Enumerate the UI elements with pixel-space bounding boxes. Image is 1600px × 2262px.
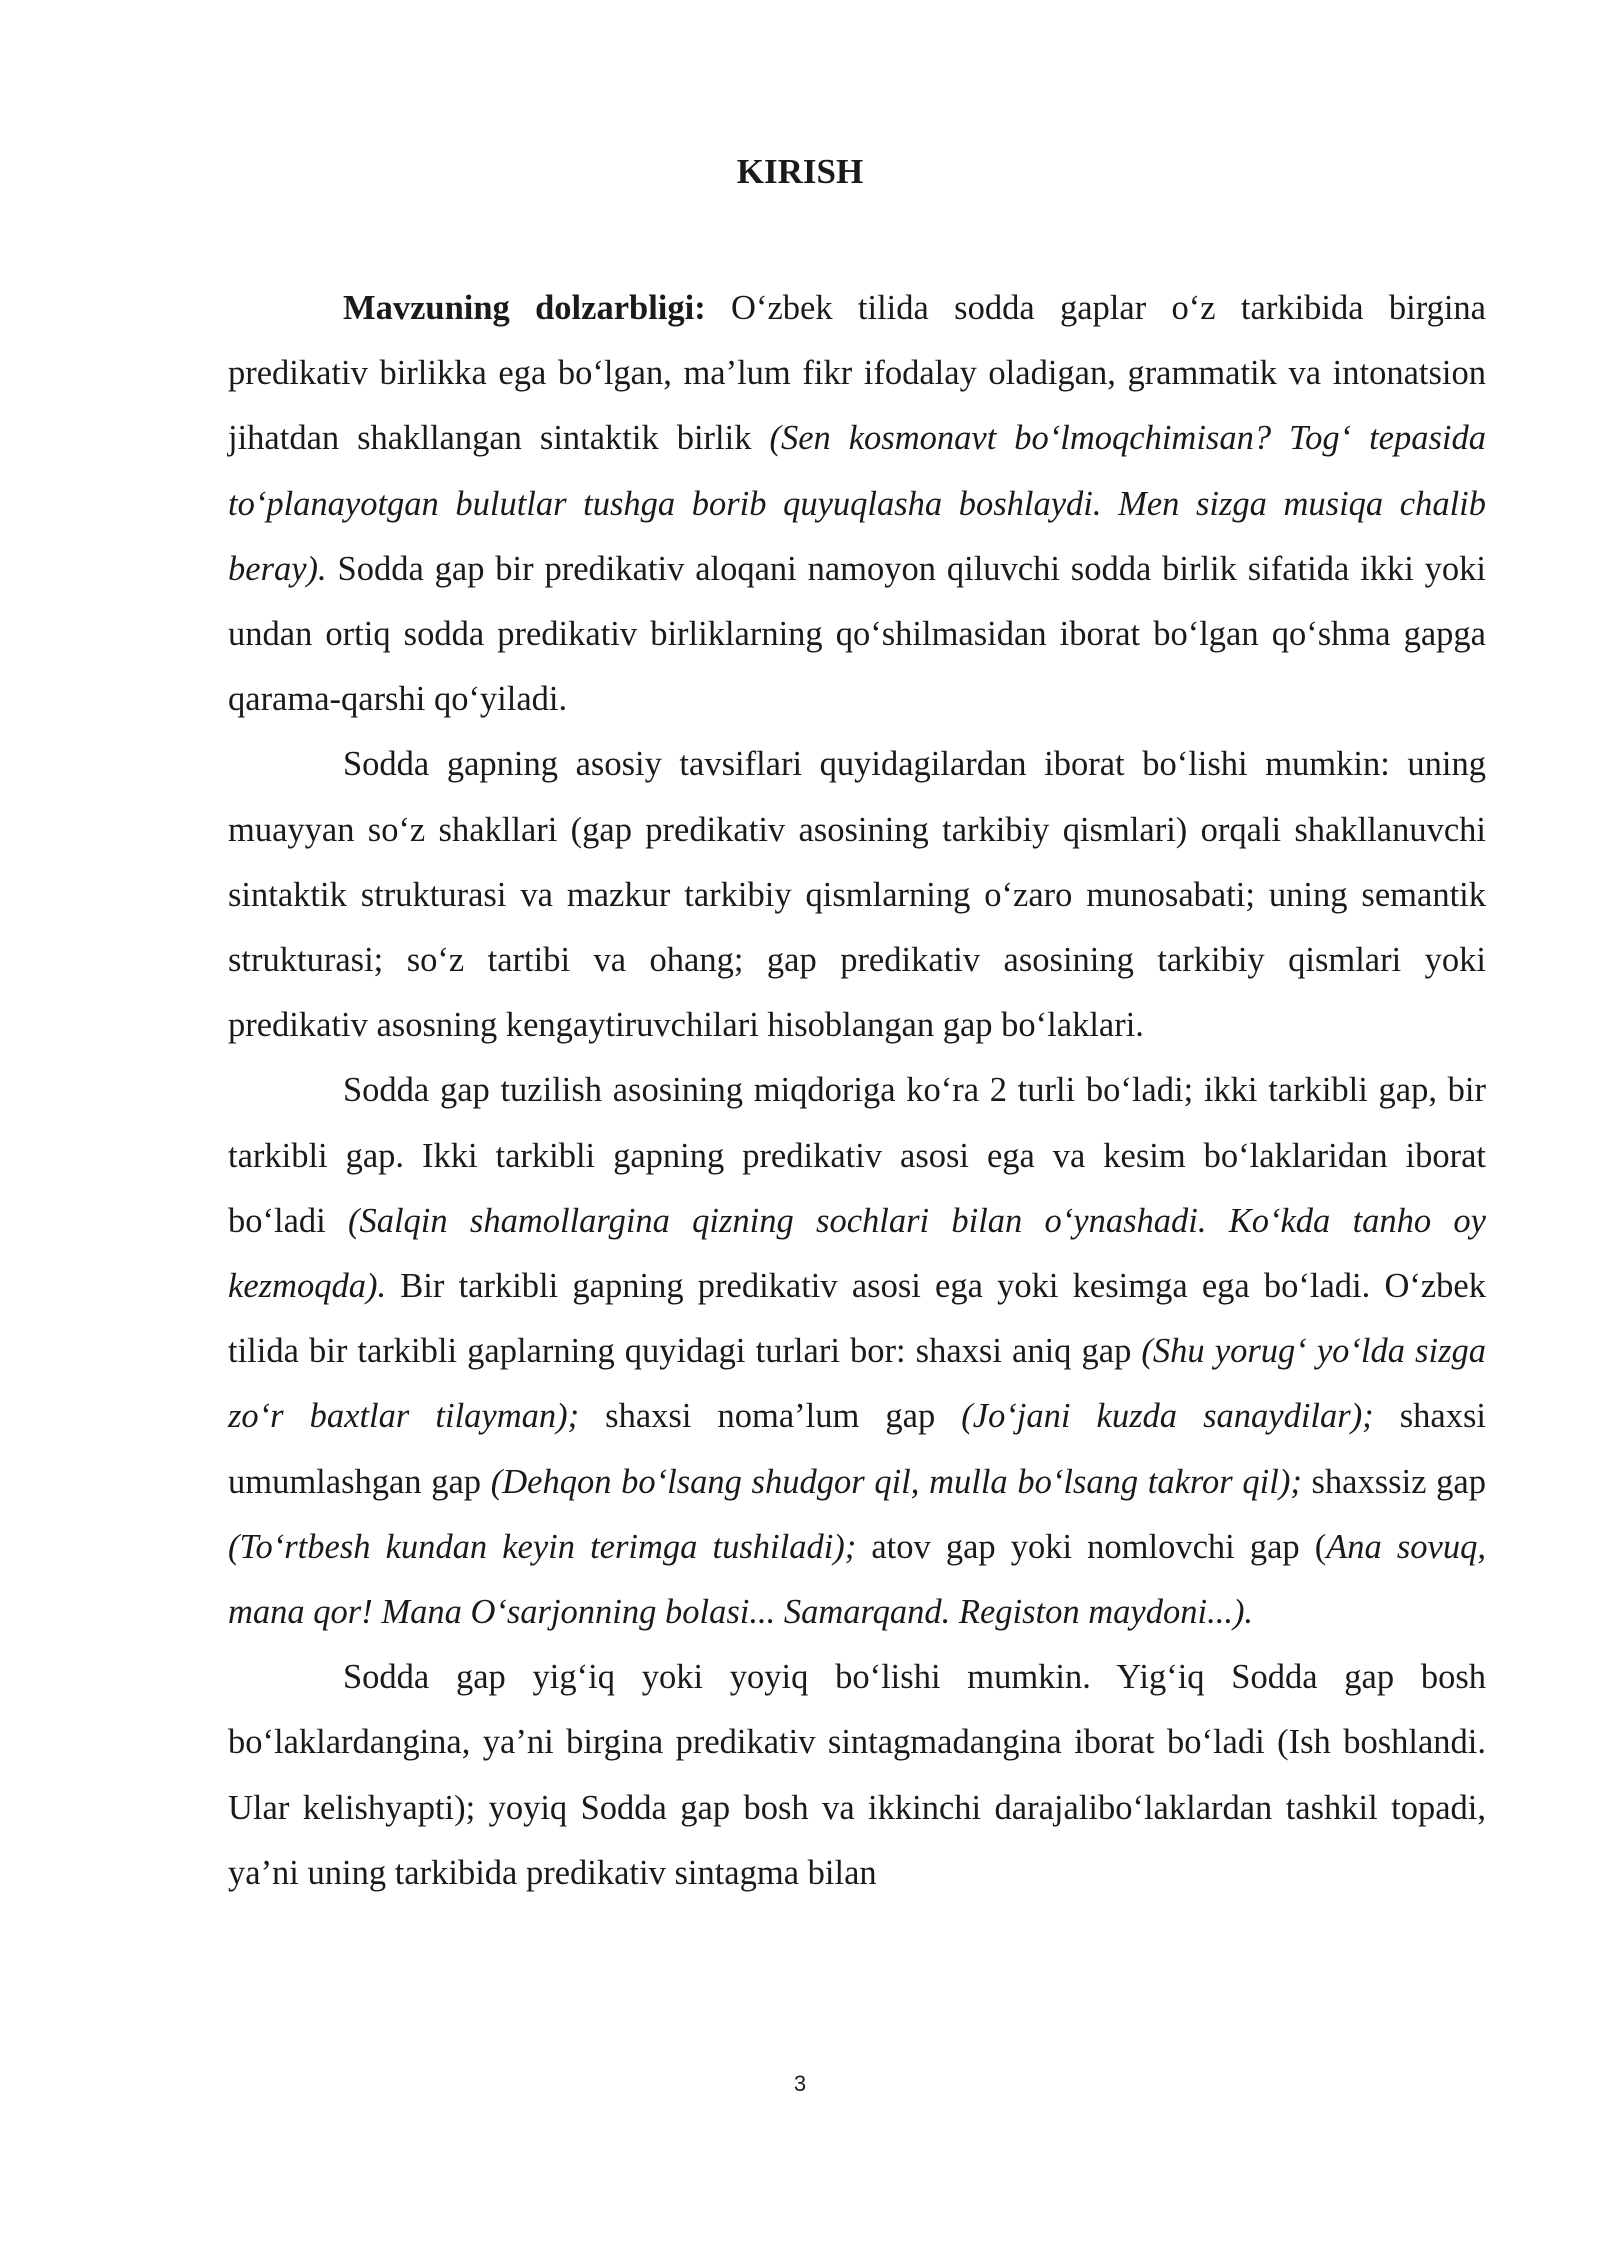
- paragraph-text: shaxsi noma’lum gap: [579, 1397, 962, 1436]
- example-italic: (Dehqon bo‘lsang shudgor qil, mulla bo‘lsang takror qil);: [490, 1462, 1302, 1501]
- paragraph-structure-types: [228, 1058, 1486, 1645]
- paragraph-text: Sodda gapning asosiy tavsiflari quyidagilardan iborat bo‘lishi mumkin: uning muayyan so‘z shakllari (gap predikativ asosining tarkibiy qismlari) orqali shakllanuvchi sintaktik strukturasi va mazkur tarkibiy qismlarning o‘zaro munosabati; uning semantik strukturasi; so‘z tartibi va ohang; gap predikativ asosining tarkibiy qismlari yoki predikativ asosning kengaytiruvchilari hisoblangan gap bo‘laklari.: [228, 745, 1486, 1045]
- body-text: [228, 276, 1486, 1906]
- example-italic: (Sen kosmonavt bo‘lmoqchimisan? Tog‘ tepasida to‘planayotgan bulutlar tushga borib quyuqlasha boshlaydi. Men sizga musiqa chalib beray).: [228, 419, 1486, 588]
- paragraph-relevance: [228, 276, 1486, 732]
- example-italic: (To‘rtbesh kundan keyin terimga tushiladi);: [228, 1527, 857, 1566]
- paragraph-text: shaxsi umumlashgan gap: [228, 1397, 1486, 1501]
- paragraph-characteristics: [228, 732, 1486, 1058]
- paragraph-text: atov gap yoki nomlovchi gap (: [856, 1527, 1327, 1566]
- example-italic: Ana sovuq, mana qor! Mana O‘sarjonning bolasi... Samarqand. Registon maydoni...).: [228, 1527, 1486, 1632]
- relevance-label: Mavzuning dolzarbligi:: [343, 289, 706, 327]
- paragraph-text: shaxssiz gap: [1301, 1462, 1486, 1501]
- paragraph-text: Bir tarkibli gapning predikativ asosi ega yoki kesimga ega bo‘ladi. O‘zbek tilida bir tarkibli gaplarning quyidagi turlari bor: shaxsi aniq gap: [228, 1267, 1486, 1371]
- paragraph-compact-extended: [228, 1645, 1486, 1906]
- paragraph-text: Sodda gap yig‘iq yoki yoyiq bo‘lishi mumkin. Yig‘iq Sodda gap bosh bo‘laklardangina, ya’ni birgina predikativ sintagmadangina iborat bo‘ladi (Ish boshlandi. Ular kelishyapti); yoyiq Sodda gap bosh va ikkinchi darajalibo‘laklardan tashkil topadi, ya’ni uning tarkibida predikativ sintagma bilan: [228, 1658, 1486, 1892]
- example-italic: (Shu yorug‘ yo‘lda sizga zo‘r baxtlar tilayman);: [228, 1332, 1486, 1436]
- paragraph-text: Sodda gap tuzilish asosining miqdoriga ko‘ra 2 turli bo‘ladi; ikki tarkibli gap, bir tarkibli gap. Ikki tarkibli gapning predikativ asosi ega va kesim bo‘laklaridan iborat bo‘ladi: [228, 1071, 1486, 1240]
- example-italic: (Jo‘jani kuzda sanaydilar);: [961, 1397, 1374, 1436]
- section-heading: KIRISH: [736, 152, 864, 191]
- page-number: 3: [793, 2071, 807, 2096]
- paragraph-text: O‘zbek tilida sodda gaplar o‘z tarkibida birgina predikativ birlikka ega bo‘lgan, ma’lum fikr ifodalay oladigan, grammatik va intonatsion jihatdan shakllangan sintaktik birlik: [228, 289, 1486, 458]
- paragraph-text: Sodda gap bir predikativ aloqani namoyon qiluvchi sodda birlik sifatida ikki yoki undan ortiq sodda predikativ birliklarning qo‘shilmasidan iborat bo‘lgan qo‘shma gapga qarama-qarshi qo‘yiladi.: [228, 549, 1486, 719]
- example-italic: (Salqin shamollargina qizning sochlari bilan o‘ynashadi. Ko‘kda tanho oy kezmoqda).: [228, 1201, 1486, 1306]
